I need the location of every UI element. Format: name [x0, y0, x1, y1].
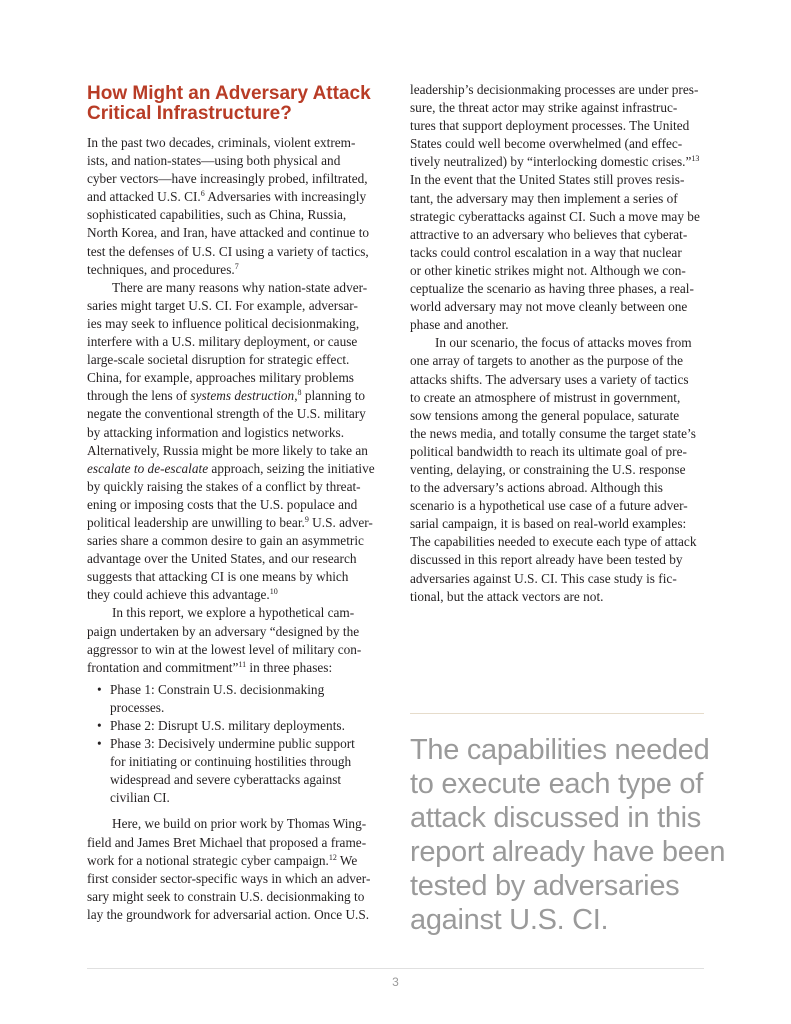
left-column — [87, 134, 387, 924]
text-line: suggests that attacking CI is one means by which — [87, 569, 349, 585]
text-line: scenario is a hypothetical use case of a future adver- — [410, 498, 688, 514]
text-line: tacks could control escalation in a way that nuclear — [410, 244, 682, 260]
paragraph — [87, 815, 387, 924]
text-line: ening or imposing costs that the U.S. populace and — [87, 496, 358, 512]
text-line: sophisticated capabilities, such as China, Russia, — [87, 207, 347, 223]
footnote-ref: 6 — [200, 189, 205, 199]
text-line: adversaries against U.S. CI. This case study is fic- — [410, 570, 677, 586]
text-line: advantage over the United States, and our research — [87, 551, 357, 567]
heading-line: Critical Infrastructure? — [87, 103, 292, 124]
footnote-ref: 9 — [304, 514, 309, 524]
text-line: processes. — [110, 699, 165, 715]
left-paragraphs — [87, 134, 387, 677]
text-line: sow tensions among the general populace, saturate — [410, 407, 680, 423]
text-line: leadership’s decisionmaking processes are under pres- — [410, 82, 699, 97]
text-line: sure, the threat actor may strike against infrastruc- — [410, 100, 678, 116]
text-line: ceptualize the scenario as having three phases, a real- — [410, 281, 694, 297]
text-line: civilian CI. — [110, 790, 170, 806]
text-line: Phase 2: Disrupt U.S. military deployments. — [110, 718, 345, 733]
text-line: North Korea, and Iran, have attacked and continue to — [87, 225, 370, 241]
text-line: escalate to de-escalate approach, seizing the initiative — [87, 460, 375, 476]
phase-list — [87, 681, 387, 808]
text-line: China, for example, approaches military problems — [87, 370, 354, 386]
text-line: political bandwidth to reach its ultimate goal of pre- — [410, 443, 687, 459]
text-line: attacks shifts. The adversary uses a variety of tactics — [410, 371, 689, 387]
phase-list-item — [87, 681, 387, 717]
pull-quote — [410, 733, 730, 937]
text-line: through the lens of systems destruction,$^8$ planning to — [87, 388, 366, 404]
text-line: cyber vectors—have increasingly probed, infiltrated, — [87, 171, 368, 187]
pull-quote-divider — [410, 713, 704, 714]
text-line: field and James Bret Michael that proposed a frame- — [87, 834, 367, 850]
text-line: large-scale societal disruption for strategic effect. — [87, 352, 350, 368]
footer-divider — [87, 968, 704, 969]
section-heading — [87, 84, 397, 124]
text-line: strategic cyberattacks against CI. Such a move may be — [410, 208, 700, 224]
bullet-icon: • — [97, 681, 102, 697]
pull-quote-line: attack discussed in this — [410, 802, 701, 834]
footnote-ref: 11 — [238, 659, 247, 669]
pull-quote-line: tested by adversaries — [410, 870, 680, 902]
text-line: ies may seek to influence political decisionmaking, — [87, 315, 360, 331]
paragraph — [87, 279, 387, 605]
right-column — [410, 81, 710, 606]
text-line: to the adversary’s actions abroad. Although this — [410, 480, 663, 496]
text-line: paign undertaken by an adversary “designed by the — [87, 623, 360, 639]
pull-quote-line: The capabilities needed — [410, 734, 710, 766]
pull-quote-line: against U.S. CI. — [410, 904, 609, 936]
text-line: frontation and commitment”$^{11}$ in three phases: — [87, 659, 333, 675]
text-line: tant, the adversary may then implement a series of — [410, 190, 678, 206]
heading-line: How Might an Adversary Attack — [87, 83, 371, 104]
paragraph — [87, 604, 387, 676]
text-line: negate the conventional strength of the U.S. military — [87, 406, 366, 422]
text-line: widespread and severe cyberattacks against — [110, 772, 342, 788]
text-line: for initiating or continuing hostilities through — [110, 754, 352, 770]
text-line: by quickly raising the stakes of a conflict by threat- — [87, 478, 361, 494]
text-line: sarial campaign, it is based on real-world examples: — [410, 516, 687, 532]
text-line: There are many reasons why nation-state adver- — [112, 279, 368, 295]
paragraph — [87, 134, 387, 279]
phase-list-item — [87, 717, 387, 735]
text-line: techniques, and procedures.$^7$ — [87, 261, 239, 277]
text-line: Phase 1: Constrain U.S. decisionmaking — [110, 681, 325, 697]
italic-term: systems destruction — [190, 388, 295, 404]
text-line: tures that support deployment processes. The United — [410, 118, 690, 134]
text-line: and attacked U.S. CI.$^6$ Adversaries with increasingly — [87, 189, 367, 205]
text-line: world adversary may not move cleanly between one — [410, 299, 688, 315]
text-line: lay the groundwork for adversarial action. Once U.S. — [87, 906, 370, 922]
text-line: to create an atmosphere of mistrust in government, — [410, 389, 681, 405]
text-line: States could well become overwhelmed (and effec- — [410, 136, 683, 152]
text-line: In the past two decades, criminals, violent extrem- — [87, 135, 356, 150]
text-line: discussed in this report already have been tested by — [410, 552, 683, 568]
paragraph — [410, 81, 710, 334]
text-line: they could achieve this advantage.$^{10}$ — [87, 587, 278, 603]
text-line: The capabilities needed to execute each type of attack — [410, 534, 697, 550]
text-line: ists, and nation-states—using both physical and — [87, 153, 341, 169]
text-line: test the defenses of U.S. CI using a variety of tactics, — [87, 243, 369, 259]
text-line: by attacking information and logistics networks. — [87, 424, 345, 440]
paragraph — [410, 334, 710, 605]
bullet-icon: • — [97, 718, 102, 733]
text-line: tively neutralized) by “interlocking domestic crises.”$^{13}$ — [410, 154, 700, 170]
footnote-ref: 13 — [691, 154, 700, 164]
text-line: first consider sector-specific ways in which an adver- — [87, 870, 371, 886]
footnote-ref: 8 — [297, 388, 302, 398]
text-line: sary might seek to constrain U.S. decisionmaking to — [87, 888, 365, 904]
text-line: attractive to an adversary who believes that cyberat- — [410, 226, 688, 242]
pull-quote-line: report already have been — [410, 836, 726, 868]
text-line: Alternatively, Russia might be more likely to take an — [87, 442, 368, 458]
footnote-ref: 10 — [269, 587, 278, 597]
text-line: political leadership are unwilling to bear.$^9$ U.S. adver- — [87, 514, 373, 530]
text-line: tional, but the attack vectors are not. — [410, 588, 604, 604]
text-line: venting, delaying, or constraining the U.S. response — [410, 461, 686, 477]
text-line: In the event that the United States still proves resis- — [410, 172, 685, 188]
text-line: one array of targets to another as the purpose of the — [410, 353, 683, 369]
text-line: work for a notional strategic cyber campaign.$^{12}$ We — [87, 852, 358, 868]
text-line: saries might target U.S. CI. For example, adversar- — [87, 297, 358, 313]
left-paragraphs-after-list — [87, 815, 387, 924]
text-line: the news media, and totally consume the target state’s — [410, 425, 696, 441]
italic-term: escalate to de-escalate — [87, 460, 209, 476]
right-paragraphs — [410, 81, 710, 606]
pull-quote-line: to execute each type of — [410, 768, 703, 800]
bullet-icon: • — [97, 736, 102, 752]
page-number: 3 — [392, 975, 399, 989]
footnote-ref: 12 — [328, 852, 337, 862]
text-line: aggressor to win at the lowest level of military con- — [87, 641, 362, 657]
text-line: or other kinetic strikes might not. Although we con- — [410, 262, 686, 278]
text-line: Here, we build on prior work by Thomas Wing- — [112, 816, 367, 832]
text-line: saries share a common desire to gain an asymmetric — [87, 533, 364, 549]
footnote-ref: 7 — [234, 261, 239, 271]
text-line: Phase 3: Decisively undermine public support — [110, 736, 355, 752]
phase-list-item — [87, 735, 387, 807]
text-line: In our scenario, the focus of attacks moves from — [435, 335, 692, 351]
text-line: interfere with a U.S. military deployment, or cause — [87, 334, 358, 350]
text-line: phase and another. — [410, 317, 509, 333]
text-line: In this report, we explore a hypothetical cam- — [112, 605, 355, 621]
